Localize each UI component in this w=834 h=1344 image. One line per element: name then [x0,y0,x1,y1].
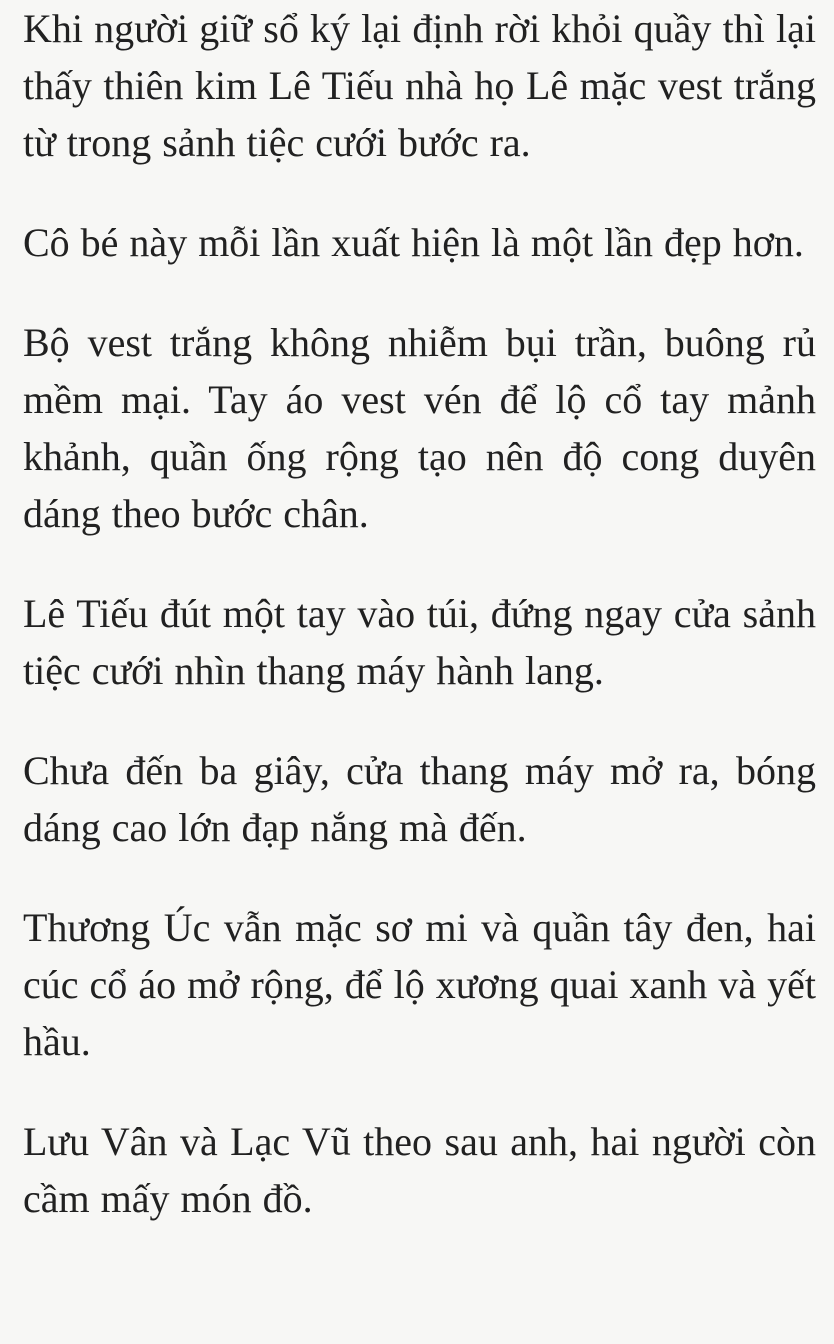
paragraph: Lưu Vân và Lạc Vũ theo sau anh, hai người còn cầm mấy món đồ. [23,1119,816,1221]
paragraph: Lê Tiếu đút một tay vào túi, đứng ngay cửa sảnh tiệc cưới nhìn thang máy hành lang. [23,591,816,693]
paragraph: Thương Úc vẫn mặc sơ mi và quần tây đen, hai cúc cổ áo mở rộng, để lộ xương quai xanh và yết hầu. [23,905,816,1064]
paragraph: Khi người giữ sổ ký lại định rời khỏi quầy thì lại thấy thiên kim Lê Tiếu nhà họ Lê mặc vest trắng từ trong sảnh tiệc cưới bước ra. [23,6,816,165]
paragraph: Chưa đến ba giây, cửa thang máy mở ra, bóng dáng cao lớn đạp nắng mà đến. [23,748,816,850]
paragraph: Bộ vest trắng không nhiễm bụi trần, buông rủ mềm mại. Tay áo vest vén để lộ cổ tay mảnh khảnh, quần ống rộng tạo nên độ cong duyên dáng theo bước chân. [23,320,816,536]
paragraph: Cô bé này mỗi lần xuất hiện là một lần đẹp hơn. [23,220,804,265]
